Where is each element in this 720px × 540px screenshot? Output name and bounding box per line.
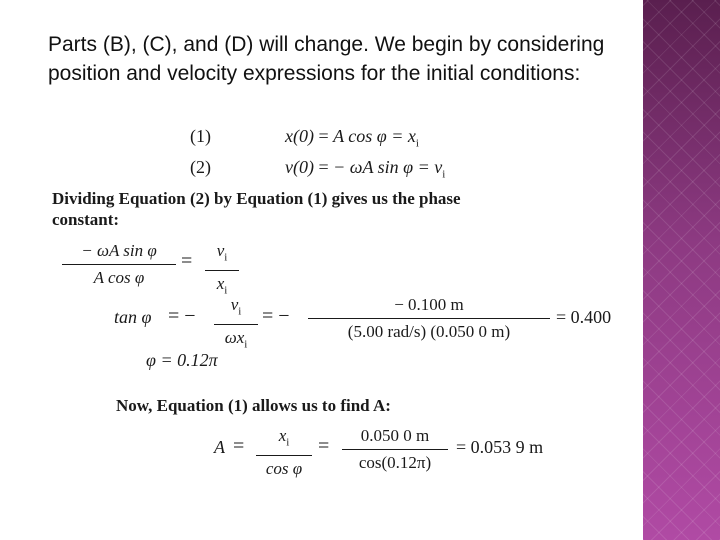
tan-frac1-num-sub: i [238,305,242,318]
amplitude-fraction-1 [256,425,312,480]
tan-equals-1: = − [168,305,196,327]
dividing-lhs-bar [62,264,176,265]
tan-frac2-bar [308,318,550,319]
dividing-text-line2: constant: [52,210,120,229]
eq2-label: (2) [190,157,211,177]
amplitude-frac1-denominator: cos φ [265,459,303,479]
dividing-rhs-v: v [216,241,225,260]
tan-frac1-v: v [230,295,239,314]
dividing-equals: = [181,250,193,272]
eq1-lhs: x(0) [285,126,314,146]
amplitude-frac2-bar [342,449,448,450]
tan-frac1-den-sub: i [244,338,248,351]
amplitude-frac1-bar [256,455,312,456]
dividing-lhs-fraction [62,240,176,289]
amplitude-frac2-denominator: cos(0.12π) [358,453,432,472]
dividing-lhs-denominator: A cos φ [93,268,145,287]
tan-result: = 0.400 [556,307,612,327]
amplitude-equals-1: = [233,435,245,457]
dividing-rhs-bar [205,270,239,271]
eq1-equals: = [318,126,334,146]
tan-frac2-numerator: − 0.100 m [394,295,464,314]
dividing-text-line1: Dividing Equation (2) by Equation (1) gives us the phase [52,189,461,208]
tan-frac1-denominator [214,327,258,355]
tan-fraction-1 [214,294,258,356]
dividing-lhs-numerator: − ωA sin φ [81,241,157,260]
eq2-lhs: v(0) [285,157,314,177]
amplitude-frac1-sub: i [286,436,290,449]
dividing-rhs-numerator [205,240,239,268]
phi-result: φ = 0.12π [146,350,218,370]
tan-equals-2: = − [262,305,290,327]
tan-frac2-denominator: (5.00 rad/s) (0.050 0 m) [347,322,511,341]
amplitude-frac2-numerator: 0.050 0 m [360,426,430,445]
eq2-equals: = [318,157,334,177]
dividing-rhs-fraction [205,240,239,302]
tan-frac1-bar [214,324,258,325]
amplitude-lhs: A [214,437,225,457]
tan-frac1-wx: ωx [224,328,245,348]
dividing-rhs-num-sub: i [224,251,228,264]
eq1-body [285,126,419,150]
tan-lhs: tan φ [114,307,152,327]
eq1-label: (1) [190,126,211,146]
amplitude-frac1-numerator [256,425,312,453]
amplitude-intro: Now, Equation (1) allows us to find A: [116,396,391,415]
tan-frac1-numerator [214,294,258,322]
dividing-rhs-x: x [216,274,225,294]
eq2-body [285,157,445,181]
eq1-subscript: i [415,137,419,150]
eq1-rhs: A cos φ = x [333,126,416,146]
tan-fraction-2 [308,294,550,343]
amplitude-frac1-x: x [278,426,287,445]
amplitude-equals-2: = [318,435,330,457]
eq2-subscript: i [442,168,446,181]
eq2-rhs: − ωA sin φ = v [333,157,443,177]
amplitude-result: = 0.053 9 m [456,437,544,457]
dividing-rhs-den-sub: i [224,284,228,297]
intro-text: Parts (B), (C), and (D) will change. We begin by considering position and velocity expressions for the initial conditions: [48,33,605,85]
amplitude-fraction-2 [342,425,448,474]
